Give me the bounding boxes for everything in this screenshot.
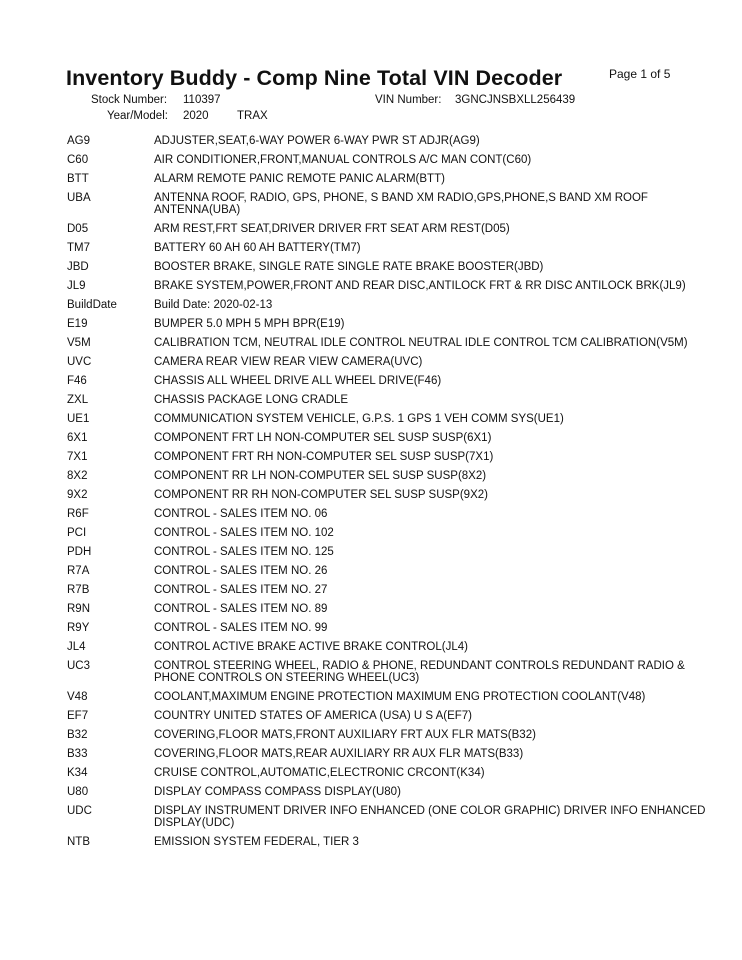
option-code: UVC [67,356,92,369]
option-description: COMPONENT RR RH NON-COMPUTER SEL SUSP SUSP(9X2) [154,489,488,502]
option-row [67,603,707,615]
option-row [67,135,707,147]
option-description: BUMPER 5.0 MPH 5 MPH BPR(E19) [154,318,345,331]
model-value: TRAX [237,110,268,122]
option-row [67,299,707,311]
option-description: COUNTRY UNITED STATES OF AMERICA (USA) U S A(EF7) [154,710,472,723]
option-row [67,489,707,501]
option-code: R7B [67,583,90,596]
option-row [67,805,707,830]
option-description: CONTROL - SALES ITEM NO. 99 [154,621,328,634]
option-code: 9X2 [67,489,88,502]
option-description: DISPLAY COMPASS COMPASS DISPLAY(U80) [154,786,401,799]
vin-number-label: VIN Number: [375,94,442,106]
option-row [67,280,707,292]
option-code: JL9 [67,280,86,293]
option-row [67,748,707,760]
option-description: CONTROL - SALES ITEM NO. 27 [154,583,328,596]
option-row [67,584,707,596]
option-code: B33 [67,748,88,761]
option-row [67,691,707,703]
option-code: E19 [67,318,88,331]
option-code: BuildDate [67,299,117,312]
option-description: CONTROL - SALES ITEM NO. 102 [154,526,334,539]
option-description: CONTROL - SALES ITEM NO. 125 [154,545,334,558]
document-title: Inventory Buddy - Comp Nine Total VIN Decoder [66,66,563,90]
option-description: ALARM REMOTE PANIC REMOTE PANIC ALARM(BTT) [154,172,445,185]
option-row [67,710,707,722]
option-row [67,546,707,558]
option-code: ZXL [67,394,89,407]
option-description: CONTROL - SALES ITEM NO. 89 [154,602,328,615]
option-code: AG9 [67,135,91,147]
option-row [67,356,707,368]
vin-number-value: 3GNCJNSBXLL256439 [455,94,576,106]
stock-number-label: Stock Number: [91,94,168,106]
option-row [67,767,707,779]
option-description: CONTROL - SALES ITEM NO. 26 [154,564,328,577]
option-description: BOOSTER BRAKE, SINGLE RATE SINGLE RATE BRAKE BOOSTER(JBD) [154,261,544,274]
option-row [67,192,707,217]
option-code: K34 [67,767,88,780]
option-code: 6X1 [67,432,88,445]
option-description: AIR CONDITIONER,FRONT,MANUAL CONTROLS A/C MAN CONT(C60) [154,153,532,166]
option-code: U80 [67,786,89,799]
option-code: JL4 [67,640,86,653]
option-code: TM7 [67,242,90,255]
option-row [67,173,707,185]
option-code: UE1 [67,413,90,426]
option-row [67,223,707,235]
option-row [67,394,707,406]
option-row [67,508,707,520]
option-code-list [67,135,707,855]
option-description: BATTERY 60 AH 60 AH BATTERY(TM7) [154,242,361,255]
option-code: 8X2 [67,470,88,483]
option-row [67,242,707,254]
option-code: R7A [67,564,90,577]
option-description: CONTROL STEERING WHEEL, RADIO & PHONE, REDUNDANT CONTROLS REDUNDANT RADIO & PHONE CONTROLS ON STEERING WHEEL(UC3) [154,659,685,685]
option-description: ARM REST,FRT SEAT,DRIVER DRIVER FRT SEAT ARM REST(D05) [154,223,510,236]
option-code: PDH [67,545,92,558]
option-description: CRUISE CONTROL,AUTOMATIC,ELECTRONIC CRCONT(K34) [154,767,485,780]
page-number: Page 1 of 5 [609,67,671,81]
option-row [67,565,707,577]
option-code: V48 [67,691,88,704]
year-value: 2020 [183,110,209,122]
option-code: EF7 [67,710,89,723]
option-code: NTB [67,836,90,849]
option-code: PCI [67,526,87,539]
option-row [67,432,707,444]
option-code: B32 [67,729,88,742]
option-code: 7X1 [67,451,88,464]
option-description: EMISSION SYSTEM FEDERAL, TIER 3 [154,836,359,849]
option-description: ANTENNA ROOF, RADIO, GPS, PHONE, S BAND XM RADIO,GPS,PHONE,S BAND XM ROOF ANTENNA(UBA) [154,191,648,217]
option-row [67,622,707,634]
option-code: R9N [67,602,91,615]
option-row [67,729,707,741]
option-description: CHASSIS PACKAGE LONG CRADLE [154,394,349,407]
option-description: CAMERA REAR VIEW REAR VIEW CAMERA(UVC) [154,356,423,369]
option-description: DISPLAY INSTRUMENT DRIVER INFO ENHANCED (ONE COLOR GRAPHIC) DRIVER INFO ENHANCED DISPLAY(UDC) [154,805,706,830]
option-code: D05 [67,223,89,236]
option-code: BTT [67,172,89,185]
option-row [67,318,707,330]
option-description: CONTROL - SALES ITEM NO. 06 [154,508,328,520]
option-code: R9Y [67,621,90,634]
year-model-label: Year/Model: [107,110,168,122]
option-description: BRAKE SYSTEM,POWER,FRONT AND REAR DISC,ANTILOCK FRT & RR DISC ANTILOCK BRK(JL9) [154,280,686,293]
option-description: COVERING,FLOOR MATS,FRONT AUXILIARY FRT AUX FLR MATS(B32) [154,729,536,742]
option-row [67,660,707,685]
option-row [67,154,707,166]
option-description: COOLANT,MAXIMUM ENGINE PROTECTION MAXIMUM ENG PROTECTION COOLANT(V48) [154,691,646,704]
option-description: CALIBRATION TCM, NEUTRAL IDLE CONTROL NEUTRAL IDLE CONTROL TCM CALIBRATION(V5M) [154,337,688,350]
option-code: V5M [67,337,91,350]
option-description: COMPONENT FRT RH NON-COMPUTER SEL SUSP SUSP(7X1) [154,451,494,464]
option-row [67,451,707,463]
option-code: JBD [67,261,89,274]
option-code: R6F [67,508,89,520]
option-description: Build Date: 2020-02-13 [154,299,273,312]
option-description: COMPONENT RR LH NON-COMPUTER SEL SUSP SUSP(8X2) [154,470,487,483]
option-row [67,836,707,848]
option-code: UC3 [67,659,91,672]
option-code: F46 [67,375,87,388]
option-description: COMMUNICATION SYSTEM VEHICLE, G.P.S. 1 GPS 1 VEH COMM SYS(UE1) [154,413,564,426]
stock-number-value: 110397 [183,94,221,106]
option-row [67,375,707,387]
option-row [67,337,707,349]
option-description: CONTROL ACTIVE BRAKE ACTIVE BRAKE CONTROL(JL4) [154,640,468,653]
option-row [67,413,707,425]
option-code: UDC [67,805,92,818]
option-row [67,261,707,273]
option-code: C60 [67,153,89,166]
option-code: UBA [67,191,91,204]
option-description: CHASSIS ALL WHEEL DRIVE ALL WHEEL DRIVE(F46) [154,375,442,388]
option-description: COVERING,FLOOR MATS,REAR AUXILIARY RR AUX FLR MATS(B33) [154,748,524,761]
option-row [67,527,707,539]
option-row [67,786,707,798]
option-row [67,470,707,482]
option-description: COMPONENT FRT LH NON-COMPUTER SEL SUSP SUSP(6X1) [154,432,492,445]
option-description: ADJUSTER,SEAT,6-WAY POWER 6-WAY PWR ST ADJR(AG9) [154,135,480,147]
option-row [67,641,707,653]
